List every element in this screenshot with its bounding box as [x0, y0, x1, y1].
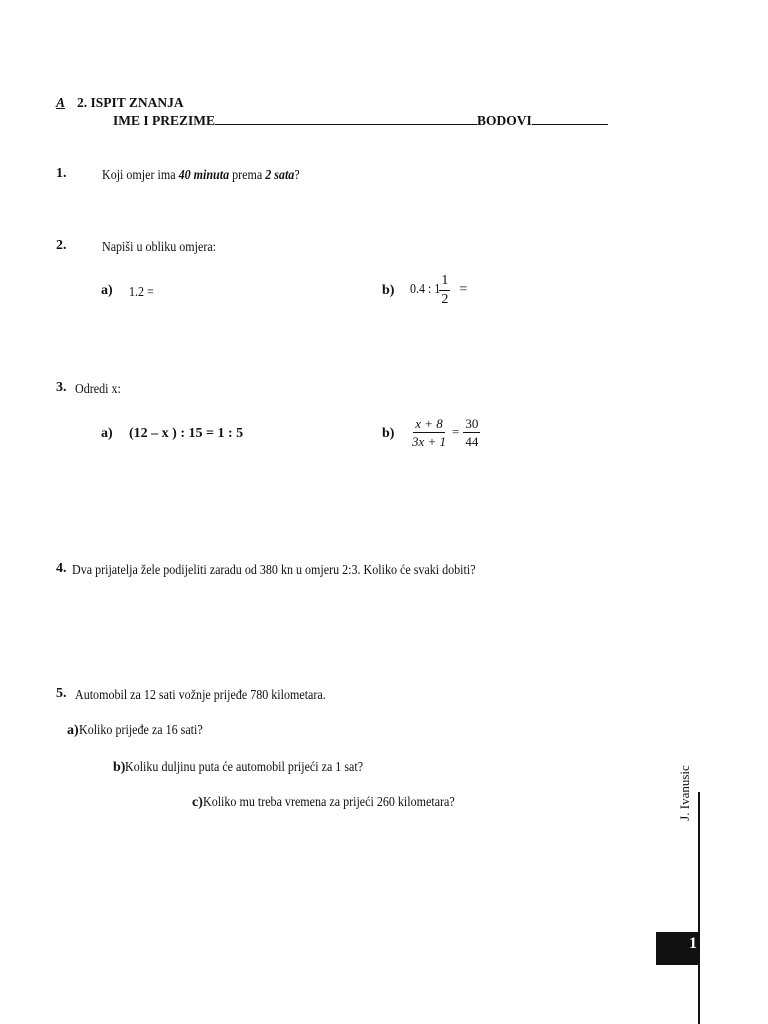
q1-text	[102, 166, 332, 184]
q2b-fraction-denominator: 2	[441, 291, 449, 307]
q2-text	[102, 238, 235, 256]
name-label: IME I PREZIME	[113, 113, 216, 128]
q2b-fraction	[439, 274, 450, 307]
q3b-left-fraction	[410, 417, 448, 448]
q1-emphasis-minutes: 40 minuta	[178, 168, 230, 183]
q2a-expression	[129, 283, 158, 301]
exam-title: 2. ISPIT ZNANJA	[77, 95, 184, 110]
q4-number: 4.	[56, 561, 67, 576]
q3b-equals: =	[452, 424, 460, 439]
q5a-text: Koliko prijeđe za 16 sati?	[78, 723, 203, 738]
author-name: J. Ivanusic	[677, 765, 692, 821]
q5c-label: c)	[192, 795, 203, 810]
q5a-label: a)	[67, 723, 79, 738]
q1-number: 1.	[56, 166, 67, 181]
q5c-text: Koliko mu treba vremena za prijeći 260 kilometara?	[202, 795, 455, 810]
q5b-label: b)	[113, 760, 126, 775]
q5a	[67, 721, 223, 739]
q3a-label: a)	[101, 426, 113, 441]
q3-text	[75, 380, 128, 398]
q3b-left-numerator: x + 8	[415, 415, 443, 431]
page-number: 1	[689, 935, 697, 952]
q2-number: 2.	[56, 238, 67, 253]
name-blank	[215, 124, 477, 125]
q3-number: 3.	[56, 380, 67, 395]
points-label: BODOVI	[477, 113, 532, 128]
q2-text-content: Napiši u obliku omjera:	[102, 240, 217, 255]
q2a-expression-text: 1.2 =	[129, 285, 154, 300]
name-points-line	[113, 113, 608, 129]
q2b-label: b)	[382, 283, 395, 298]
group-letter: A	[56, 95, 66, 110]
margin-rule	[698, 792, 700, 1024]
exam-group-label	[56, 95, 65, 111]
q1-text-after: ?	[294, 168, 300, 183]
q5b	[113, 758, 402, 776]
q3b-left-denominator: 3x + 1	[412, 433, 447, 449]
q3b-right-numerator: 30	[465, 415, 479, 431]
q3b-label: b)	[382, 426, 395, 441]
q3b-right-fraction	[463, 417, 480, 448]
q5-text-content: Automobil za 12 sati vožnje prijeđe 780 kilometara.	[75, 688, 326, 703]
q2b-prefix: 0.4 : 1	[410, 282, 441, 297]
q1-text-before: Koji omjer ima	[102, 168, 179, 183]
points-blank	[532, 124, 608, 125]
q2b-fraction-numerator: 1	[439, 274, 450, 291]
q3b-equation	[410, 414, 480, 450]
q1-text-mid: prema	[229, 168, 266, 183]
q5-number: 5.	[56, 686, 67, 701]
q3-text-content: Odredi x:	[75, 382, 121, 397]
q1-emphasis-hours: 2 sata	[265, 168, 295, 183]
q5b-text: Koliku duljinu puta će automobil prijeći za 1 sat?	[125, 760, 364, 775]
q2b-expression	[410, 272, 467, 308]
q2a-label: a)	[101, 283, 113, 298]
q3b-right-denominator: 44	[465, 433, 479, 449]
q4-text	[72, 561, 541, 579]
q4-text-content: Dva prijatelja žele podijeliti zaradu od 380 kn u omjeru 2:3. Koliko će svaki dobiti?	[72, 563, 476, 578]
q2b-suffix: =	[459, 282, 468, 297]
q5c	[192, 793, 496, 811]
q3a-expression: (12 – x ) : 15 = 1 : 5	[129, 426, 244, 441]
q5-text	[75, 686, 367, 704]
